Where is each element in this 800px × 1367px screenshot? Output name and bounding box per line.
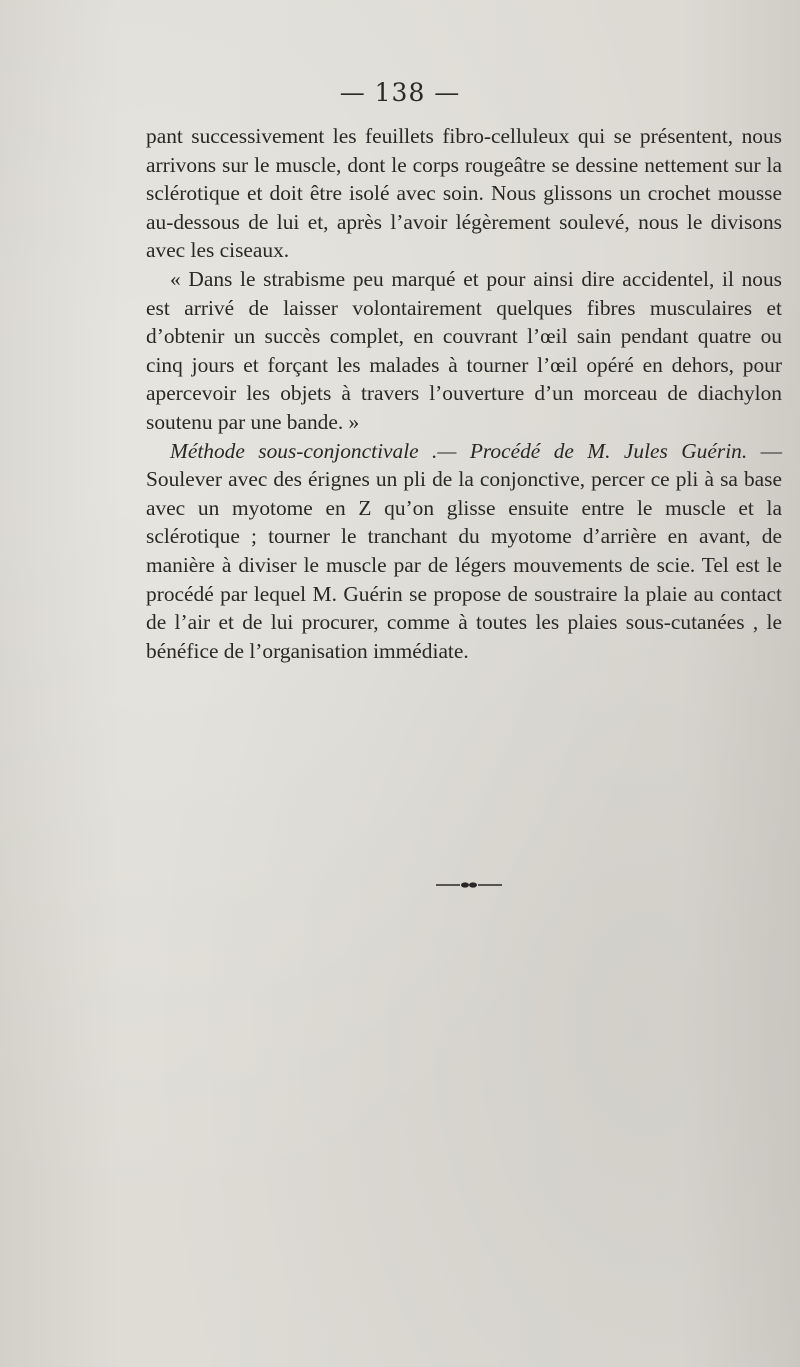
body-text	[146, 122, 782, 665]
paragraph-2: « Dans le strabisme peu marqué et pour ainsi dire accidentel, il nous est arrivé de laisser volontairement quelques fibres musculaires et d’obtenir un succès complet, en couvrant l’œil sain pendant quatre ou cinq jours et forçant les malades à tourner l’œil opéré en dehors, pour apercevoir les objets à travers l’ouverture d’un morceau de diachylon soutenu par une bande. »	[146, 266, 782, 434]
ornamental-divider	[434, 880, 504, 890]
paragraph-3-text: — Soulever avec des érignes un pli de la conjonctive, percer ce pli à sa base avec un myotome en Z qu’on glisse ensuite entre le muscle et la sclérotique ; tourner le tranchant du myotome d’arrière en avant, de manière à diviser le muscle par de légers mouvements de scie. Tel est le procédé par lequel M. Guérin se propose de soustraire la plaie au contact de l’air et de lui procurer, comme à toutes les plaies sous-cutanées , le bénéfice de l’organisation immédiate.	[146, 438, 782, 663]
section-heading: Méthode sous-conjonctivale .— Procédé de M. Jules Guérin.	[170, 438, 748, 463]
paragraph-1: pant successivement les feuillets fibro-celluleux qui se présentent, nous arrivons sur le muscle, dont le corps rougeâtre se dessine nettement sur la sclérotique et doit être isolé avec soin. Nous glissons un crochet mousse au-dessous de lui et, après l’avoir légèrement soulevé, nous le divisons avec les ciseaux.	[146, 124, 782, 263]
page-number: — 138 —	[339, 78, 461, 107]
paragraph-3	[146, 437, 782, 666]
